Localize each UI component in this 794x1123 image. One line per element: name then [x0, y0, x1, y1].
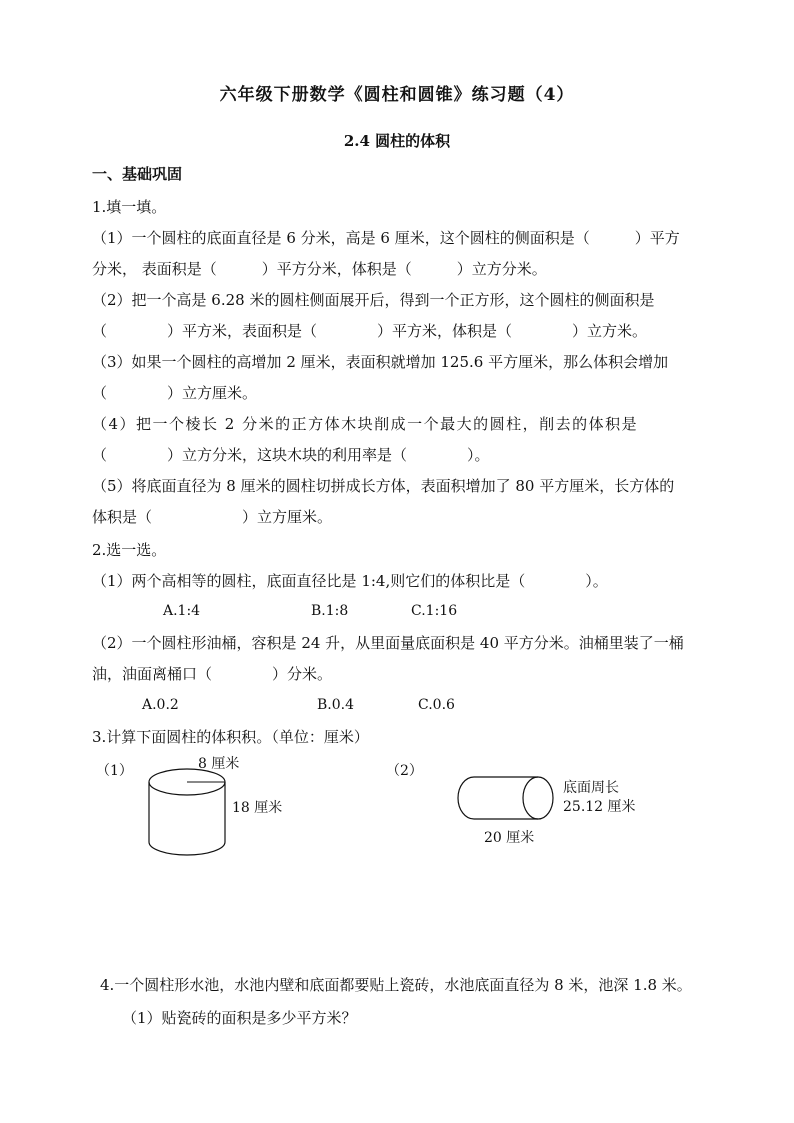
- q1-p5-line2: 体积是（ ）立方厘米。: [92, 508, 333, 526]
- q2-heading: 2.选一选。: [92, 541, 167, 559]
- q2-p1: （1）两个高相等的圆柱，底面直径比是 1:4,则它们的体积比是（ ）。: [92, 572, 608, 590]
- q2-p2-line2: 油，油面离桶口（ ）分米。: [92, 665, 333, 683]
- q3-heading: 3.计算下面圆柱的体积积。（单位：厘米）: [92, 728, 369, 746]
- cylinder-bottom-arc: [149, 842, 225, 855]
- q4-line1: 4.一个圆柱形水池，水池内壁和底面都要贴上瓷砖，水池底面直径为 8 米，池深 1.8 米。: [100, 976, 692, 994]
- q1-p2-line2: （ ）平方米，表面积是（ ）平方米，体积是（ ）立方米。: [92, 322, 648, 340]
- fig2-number: （2）: [386, 763, 423, 779]
- q1-p1-line1: （1）一个圆柱的底面直径是 6 分米，高是 6 厘米，这个圆柱的侧面积是（ ）平方: [92, 229, 680, 247]
- section-heading: 一、基础巩固: [92, 165, 183, 183]
- q1-p3-line1: （3）如果一个圆柱的高增加 2 厘米，表面积就增加 125.6 平方厘米，那么体积会增加: [92, 353, 669, 371]
- fig2-length-label: 20 厘米: [484, 830, 535, 846]
- q1-p1-line2: 分米， 表面积是（ ）平方分米，体积是（ ）立方分米。: [92, 260, 547, 278]
- q2-p1-option-c: C.1:16: [411, 603, 458, 619]
- cylinder-left-arc: [458, 777, 474, 819]
- fig1-height-label: 18 厘米: [232, 800, 283, 816]
- q1-p5-line1: （5）将底面直径为 8 厘米的圆柱切拼成长方体，表面积增加了 80 平方厘米，长方体的: [92, 477, 675, 495]
- page-title: 六年级下册数学《圆柱和圆锥》练习题（4）: [219, 85, 575, 105]
- fig2-circumference-label: 底面周长: [563, 780, 619, 796]
- page-subtitle: 2.4 圆柱的体积: [343, 132, 451, 150]
- q2-p1-option-a: A.1:4: [163, 603, 201, 619]
- q1-p2-line1: （2）把一个高是 6.28 米的圆柱侧面展开后，得到一个正方形，这个圆柱的侧面积是: [92, 291, 655, 309]
- q1-p4-line2: （ ）立方分米，这块木块的利用率是（ ）。: [92, 446, 490, 464]
- cylinder-right-ellipse: [523, 777, 553, 819]
- q2-p2-option-b: B.0.4: [317, 697, 355, 713]
- upright-cylinder-figure: [140, 760, 240, 860]
- fig1-top-label: 8 厘米: [198, 756, 240, 772]
- q4-sub1: （1）贴瓷砖的面积是多少平方米？: [122, 1009, 357, 1027]
- fig1-number: （1）: [96, 763, 133, 779]
- fig2-circumference-value: 25.12 厘米: [563, 799, 636, 815]
- q2-p2-option-c: C.0.6: [418, 697, 455, 713]
- q1-p4-line1: （4）把一个棱长 2 分米的正方体木块削成一个最大的圆柱，削去的体积是: [92, 415, 639, 433]
- horizontal-cylinder-figure: [452, 772, 562, 832]
- q1-p3-line2: （ ）立方厘米。: [92, 384, 258, 402]
- q2-p1-option-b: B.1:8: [311, 603, 349, 619]
- q1-heading: 1.填一填。: [92, 198, 167, 216]
- q2-p2-option-a: A.0.2: [142, 697, 179, 713]
- q2-p2-line1: （2）一个圆柱形油桶，容积是 24 升，从里面量底面积是 40 平方分米。油桶里装了一桶: [92, 634, 684, 652]
